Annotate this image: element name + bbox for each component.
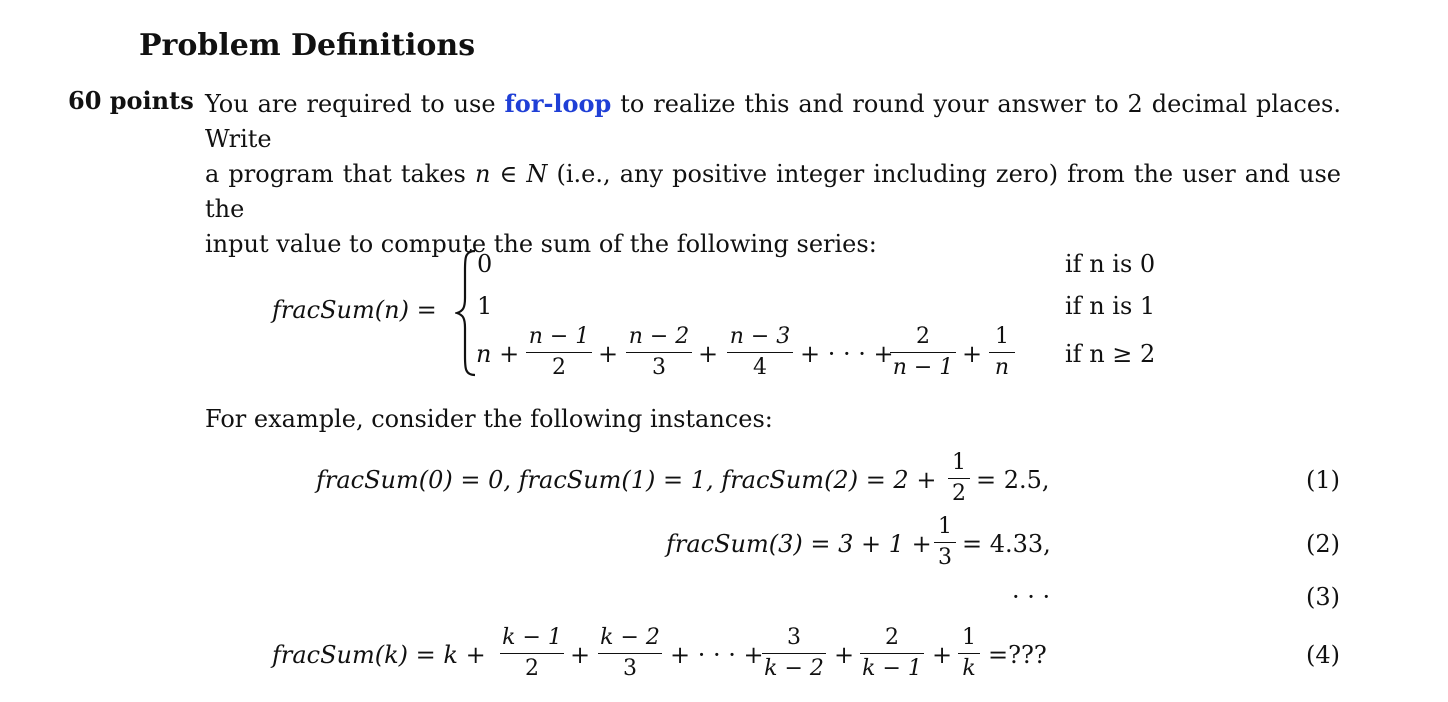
case2-frac-1 (526, 324, 592, 381)
plus-sign: + (834, 641, 855, 669)
frac-bar (948, 478, 970, 479)
equation-number-3: (3) (1306, 583, 1340, 611)
definition-lhs: fracSum(n) = (272, 296, 437, 324)
case2-frac-5 (989, 324, 1015, 381)
frac-numerator: n − 3 (729, 324, 791, 349)
line1-pre: You are required to use (205, 90, 505, 118)
frac-numerator: n − 1 (528, 324, 590, 349)
case2-frac-4 (890, 324, 956, 381)
eq4-frac-5 (958, 625, 980, 682)
plus-sign: + (932, 641, 953, 669)
section-title: Problem Definitions (139, 28, 476, 63)
frac-numerator: k − 2 (600, 625, 660, 650)
equation-number-4: (4) (1306, 641, 1340, 669)
equation-number-2: (2) (1306, 530, 1340, 558)
frac-numerator: 1 (952, 450, 966, 475)
frac-denominator: 3 (938, 545, 952, 570)
plus-sign: + (698, 340, 719, 368)
frac-bar (890, 352, 956, 353)
statement-line-2 (205, 157, 1341, 227)
frac-numerator: 1 (962, 625, 976, 650)
frac-numerator: k − 1 (502, 625, 562, 650)
eq4-frac-4 (860, 625, 924, 682)
frac-bar (934, 542, 956, 543)
eq4-frac-3 (762, 625, 826, 682)
case2-frac-2 (626, 324, 692, 381)
frac-numerator: 2 (916, 324, 930, 349)
eq1-frac (948, 450, 970, 507)
eq1-text: fracSum(0) = 0, fracSum(1) = 1, fracSum(2) = 2 + (316, 466, 937, 494)
case2-condition: if n ≥ 2 (1065, 340, 1156, 368)
frac-denominator: 2 (525, 656, 539, 681)
var-n: n (474, 160, 491, 188)
frac-bar (958, 653, 980, 654)
frac-numerator: 1 (995, 324, 1009, 349)
points-label: 60 points (68, 86, 194, 115)
eq4-result: =??? (988, 641, 1047, 669)
plus-sign: + (598, 340, 619, 368)
frac-bar (526, 352, 592, 353)
element-of: ∈ (490, 160, 527, 188)
equation-number-1: (1) (1306, 466, 1340, 494)
for-loop-highlight: for-loop (504, 89, 612, 118)
frac-numerator: 2 (885, 625, 899, 650)
frac-denominator: n (994, 355, 1010, 380)
case1-condition: if n is 1 (1065, 292, 1156, 320)
eq4-frac-1 (500, 625, 564, 682)
eq1-result: = 2.5, (976, 466, 1050, 494)
frac-denominator: 2 (552, 355, 566, 380)
case0-value: 0 (477, 250, 493, 278)
statement-line-1 (205, 86, 1341, 157)
line1-post: to realize this and round your answer to 2 decimal places. Write (205, 90, 1341, 153)
problem-statement (205, 86, 1341, 262)
eq2-frac (934, 514, 956, 571)
plus-dots-plus: + · · · + (670, 641, 764, 669)
frac-bar (762, 653, 826, 654)
case2-lead: n + (476, 340, 520, 368)
plus-dots-plus: + · · · + (800, 340, 894, 368)
frac-bar (500, 653, 564, 654)
frac-bar (989, 352, 1015, 353)
frac-denominator: k − 1 (862, 656, 922, 681)
frac-denominator: k − 2 (764, 656, 824, 681)
frac-denominator: 4 (753, 355, 767, 380)
line2-post: (i.e., any positive integer including zero) from the user and use the (205, 160, 1341, 223)
case2-frac-3 (727, 324, 793, 381)
case0-condition: if n is 0 (1065, 250, 1156, 278)
frac-denominator: 2 (952, 481, 966, 506)
frac-bar (860, 653, 924, 654)
example-intro: For example, consider the following instances: (205, 405, 773, 433)
frac-numerator: 3 (787, 625, 801, 650)
case1-value: 1 (477, 292, 493, 320)
eq4-frac-2 (598, 625, 662, 682)
frac-bar (626, 352, 692, 353)
eq2-result: = 4.33, (962, 530, 1051, 558)
frac-bar (598, 653, 662, 654)
frac-numerator: n − 2 (628, 324, 690, 349)
statement-line-3: input value to compute the sum of the following series: (205, 230, 877, 258)
eq2-text: fracSum(3) = 3 + 1 + (666, 530, 932, 558)
frac-bar (727, 352, 793, 353)
frac-denominator: 3 (623, 656, 637, 681)
frac-denominator: k (962, 656, 976, 681)
eq3-ellipsis: · · · (1012, 583, 1051, 611)
set-N: N (526, 160, 548, 188)
eq4-lead: fracSum(k) = k + (272, 641, 486, 669)
plus-sign: + (570, 641, 591, 669)
plus-sign: + (962, 340, 983, 368)
frac-denominator: n − 1 (892, 355, 954, 380)
frac-numerator: 1 (938, 514, 952, 539)
line2-pre: a program that takes (205, 160, 475, 188)
frac-denominator: 3 (652, 355, 666, 380)
